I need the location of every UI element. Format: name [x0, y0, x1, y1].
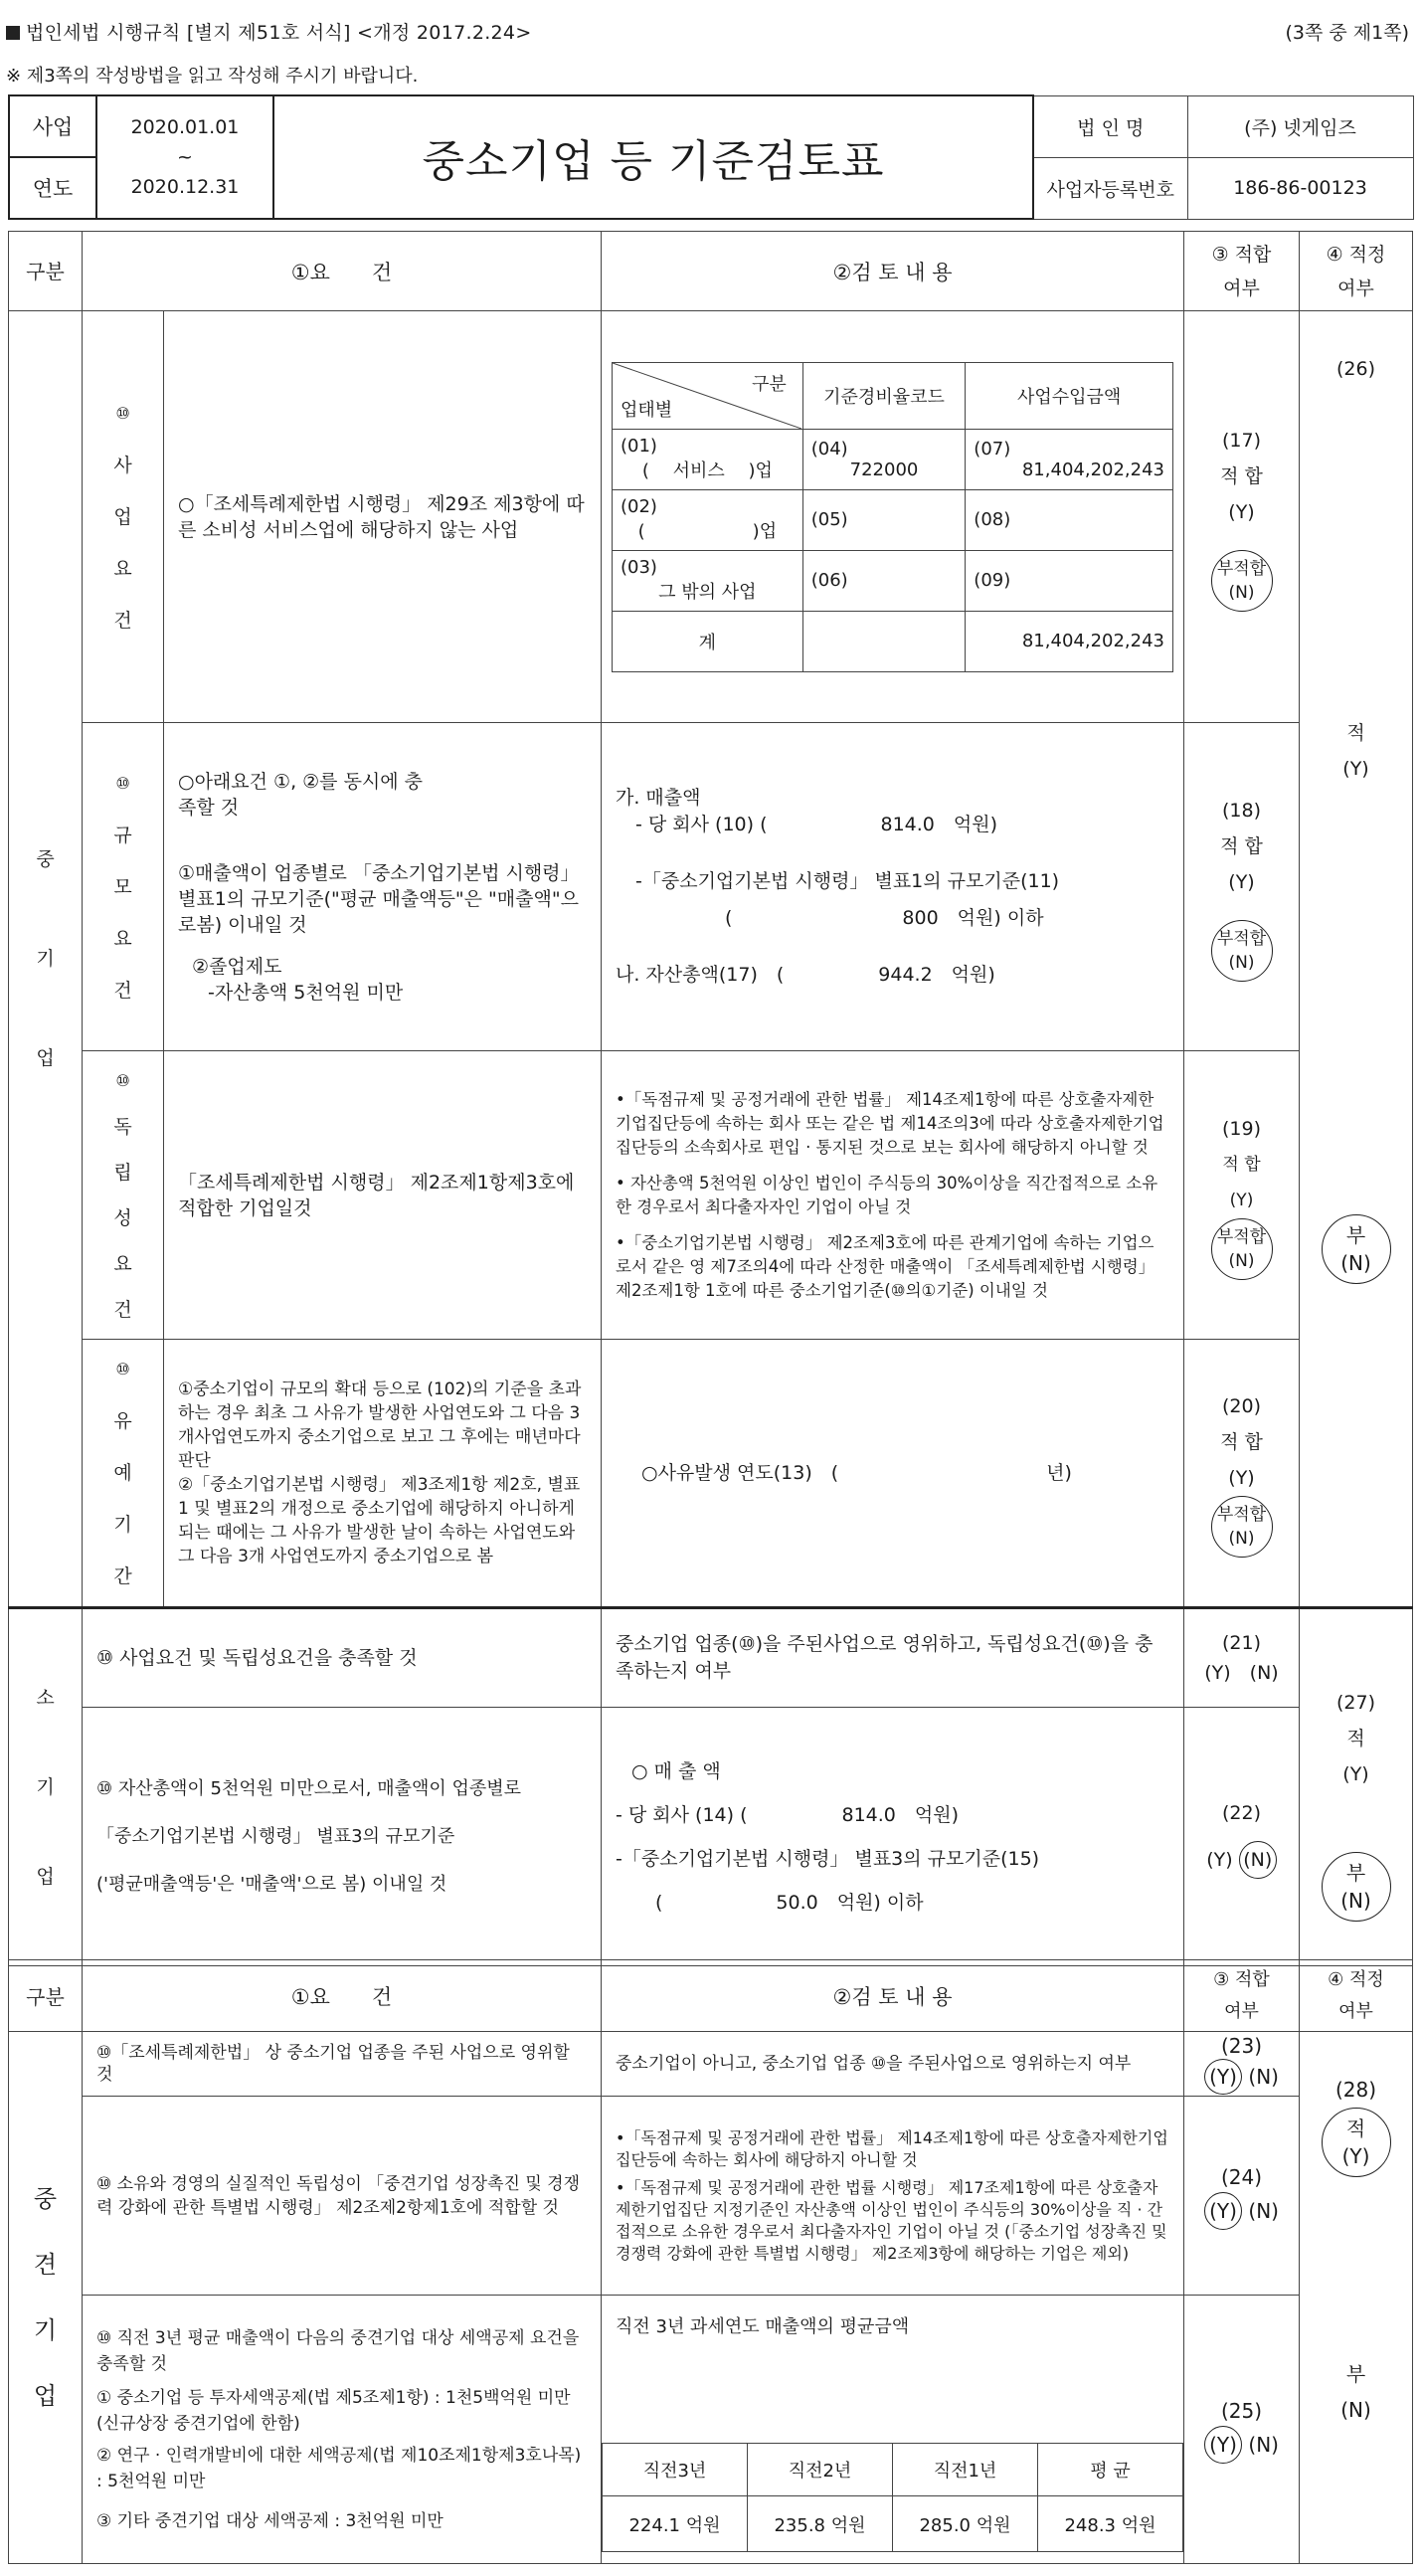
form-reference: 법인세법 시행규칙 [별지 제51호 서식] <개정 2017.2.24> [6, 18, 532, 45]
business-type-table [612, 362, 1173, 672]
fit-no-circle: 부적합 (N) [1211, 920, 1273, 982]
section-small: 소 기 업 [9, 1608, 83, 1966]
item-104-review: ○사유발생 연도(13) ( 년) [602, 1340, 1184, 1608]
col-decision-2: ④ 적정 여부 [1300, 1960, 1413, 2032]
table-row: (03) 그 밖의 사업 (06) (09) [613, 550, 1173, 611]
item-101-fit: (17) 적 합 (Y) 부적합 (N) [1184, 311, 1300, 723]
fit-no-circle: 부적합 (N) [1211, 550, 1273, 612]
col-category-2: 구분 [9, 1960, 83, 2032]
fit-no-circle: 부적합 (N) [1211, 1218, 1273, 1280]
col-review-2: ②검 토 내 용 [602, 1960, 1184, 2032]
item-109-fit: (25) (Y) (N) [1184, 2296, 1300, 2564]
item-102-review: 가. 매출액 - 당 회사 (10) ( 814.0 억원) -「중소기업기본법 시행령」 별표1의 규모기준(11) ( 800 억원) 이하 나. 자산총액(17) ( 944.2 억원) [602, 723, 1184, 1051]
table-row: 직전3년 직전2년 직전1년 평 균 [603, 2444, 1183, 2496]
item-102-label: ⑩ 규 모 요 건 [83, 723, 164, 1051]
diag-header: 구분 업태별 [613, 362, 803, 429]
item-106-fit: (22) (Y) (N) [1184, 1708, 1300, 1966]
corp-name: (주) 넷게임즈 [1187, 95, 1413, 157]
section-sme: 중 기 업 [9, 311, 83, 1608]
item-103-review: •「독점규제 및 공정거래에 관한 법률」 제14조제1항에 따른 상호출자제한기업집단등에 속하는 회사 또는 같은 법 제14조의3에 따라 상호출자제한기업집단등의 소속회사로 편입 · 통지된 것으로 보는 회사에 해당하지 아니할 것 • 자산총액 5천억원 이상인 법인이 주식등의 30%이상을 직간접적으로 소유한 경우로서 최다출자자인 기업이 아닐 것 •「중소기업기본법 시행령」 제2조제3호에 따른 관계기업에 속하는 기업으로서 같은 영 제7조의4에 따라 산정한 매출액이 「조세특례제한법 시행령」 제2조제1항 1호에 따른 중소기업기준(⑩의①기준) 이내일 것 [602, 1051, 1184, 1340]
col-requirement-2: ①요 건 [83, 1960, 602, 2032]
bizno-label: 사업자등록번호 [1033, 157, 1187, 219]
fit-no-circle: 부적합 (N) [1211, 1496, 1273, 1558]
small-decision: (27) 적 (Y) 부 (N) [1300, 1608, 1413, 1966]
item-104-label: ⑩ 유 예 기 간 [83, 1340, 164, 1608]
col-fit: ③ 적합 여부 [1184, 232, 1300, 311]
item-102-requirement: ○아래요건 ①, ②를 동시에 충족할 것 ①매출액이 업종별로 「중소기업기본법 시행령」 별표1의 규모기준("평균 매출액등"은 "매출액"으로봄) 이내일 것 ②졸업제도 -자산총액 5천억원 미만 [164, 723, 602, 1051]
col-category: 구분 [9, 232, 83, 311]
code-header: 기준경비율코드 [802, 362, 966, 429]
table-row: (01) ( 서비스 )업 (04) 722000 (07) 81,404,202,243 [613, 429, 1173, 489]
sme-review-table [8, 231, 1413, 1966]
item-107-requirement: ⑩「조세특례제한법」 상 중소기업 업종을 주된 사업으로 영위할 것 [83, 2032, 602, 2097]
item-106-requirement: ⑩ 자산총액이 5천억원 미만으로서, 매출액이 업종별로 「중소기업기본법 시행령」 별표3의 규모기준 ('평균매출액등'은 '매출액'으로 봄) 이내일 것 [83, 1708, 602, 1966]
decision-no-circle: 부 (N) [1322, 1852, 1391, 1922]
decision-yes-circle: 적 (Y) [1322, 2108, 1391, 2177]
item-103-requirement: 「조세특례제한법 시행령」 제2조제1항제3호에 적합한 기업일것 [164, 1051, 602, 1340]
item-103-fit: (19) 적 합 (Y) 부적합 (N) [1184, 1051, 1300, 1340]
title-box [8, 94, 1414, 220]
col-decision: ④ 적정 여부 [1300, 232, 1413, 311]
midsize-decision: (28) 적 (Y) 부 (N) [1300, 2032, 1413, 2564]
item-108-fit: (24) (Y) (N) [1184, 2097, 1300, 2296]
bizno: 186-86-00123 [1187, 157, 1413, 219]
square-bullet-icon [6, 26, 20, 40]
fit-y-circle: (Y) [1204, 2426, 1242, 2464]
item-103-label: ⑩ 독 립 성 요 건 [83, 1051, 164, 1340]
section-midsize: 중 견 기 업 [9, 2032, 83, 2564]
item-109-review: 직전 3년 과세연도 매출액의 평균금액 직전3년 직전2년 직전1년 평 균 224.1 억원 235.8 억원 285.0 억원 248.3 억원 [602, 2296, 1184, 2564]
fit-y-circle: (Y) [1204, 2192, 1242, 2230]
table-row: (02) ( )업 (05) (08) [613, 489, 1173, 550]
item-104-requirement: ①중소기업이 규모의 확대 등으로 (102)의 기준을 초과하는 경우 최초 그 사유가 발생한 사업연도와 그 다음 3개사업연도까지 중소기업으로 보고 그 후에는 매년마다 판단 ②「중소기업기본법 시행령」 제3조제1항 제2호, 별표1 및 별표2의 개정으로 중소기업에 해당하지 아니하게 되는 때에는 그 사유가 발생한 날이 속하는 사업연도와 그 다음 3개 사업연도까지 중소기업으로 봄 [164, 1340, 602, 1608]
table-row-total: 계 81,404,202,243 [613, 611, 1173, 671]
document-title: 중소기업 등 기준검토표 [273, 95, 1033, 219]
item-105-review: 중소기업 업종(⑩)을 주된사업으로 영위하고, 독립성요건(⑩)을 충족하는지 여부 [602, 1608, 1184, 1708]
col-requirement: ①요 건 [83, 232, 602, 311]
col-fit-2: ③ 적합 여부 [1184, 1960, 1300, 2032]
item-104-fit: (20) 적 합 (Y) 부적합 (N) [1184, 1340, 1300, 1608]
sme-decision: (26) 적 (Y) 부 (N) [1300, 311, 1413, 1608]
item-102-fit: (18) 적 합 (Y) 부적합 (N) [1184, 723, 1300, 1051]
col-review: ②검 토 내 용 [602, 232, 1184, 311]
item-101-label: ⑩ 사 업 요 건 [83, 311, 164, 723]
business-period: 2020.01.01 ~ 2020.12.31 [96, 95, 273, 219]
item-107-review: 중소기업이 아니고, 중소기업 업종 ⑩을 주된사업으로 영위하는지 여부 [602, 2032, 1184, 2097]
year-label: 사업 [9, 95, 96, 157]
year-label-2: 연도 [9, 157, 96, 219]
fit-y-circle: (Y) [1204, 2059, 1242, 2095]
item-106-review: ○ 매 출 액 - 당 회사 (14) ( 814.0 억원) -「중소기업기본법 시행령」 별표3의 규모기준(15) ( 50.0 억원) 이하 [602, 1708, 1184, 1966]
sales-table [602, 2443, 1183, 2552]
item-108-requirement: ⑩ 소유와 경영의 실질적인 독립성이 「중견기업 성장촉진 및 경쟁력 강화에 관한 특별법 시행령」 제2조제2항제1호에 적합할 것 [83, 2097, 602, 2296]
item-109-requirement: ⑩ 직전 3년 평균 매출액이 다음의 중견기업 대상 세액공제 요건을 충족할 것 ① 중소기업 등 투자세액공제(법 제5조제1항) : 1천5백억원 미만(신규상장 중견기업에 한함) ② 연구 · 인력개발비에 대한 세액공제(법 제10조제1항제3호나목) : 5천억원 미만 ③ 기타 중견기업 대상 세액공제 : 3천억원 미만 [83, 2296, 602, 2564]
page-info: (3쪽 중 제1쪽) [1285, 22, 1409, 44]
decision-no-circle: 부 (N) [1322, 1214, 1391, 1284]
instruction-note: ※ 제3쪽의 작성방법을 읽고 작성해 주시기 바랍니다. [6, 66, 419, 87]
item-108-review: •「독점규제 및 공정거래에 관한 법률」 제14조제1항에 따른 상호출자제한기업집단등에 속하는 회사에 해당하지 아니할 것 •「독점규제 및 공정거래에 관한 법률 시행령」 제17조제1항에 따른 상호출자제한기업집단 지정기준인 자산총액 이상인 법인이 주식등의 30%이상을 직 · 간접적으로 소유한 경우로서 최다출자자인 기업이 아닐 것 (「중소기업 성장촉진 및 경쟁력 강화에 관한 특별법 시행령」 제2조제3항에 해당하는 기업은 제외) [602, 2097, 1184, 2296]
midsize-review-table [8, 1959, 1413, 2564]
fit-n-circle: (N) [1239, 1841, 1277, 1879]
table-row: 224.1 억원 235.8 억원 285.0 억원 248.3 억원 [603, 2496, 1183, 2552]
item-101-review [602, 311, 1184, 723]
item-105-requirement: ⑩ 사업요건 및 독립성요건을 충족할 것 [83, 1608, 602, 1708]
corp-name-label: 법 인 명 [1033, 95, 1187, 157]
item-107-fit: (23) (Y) (N) [1184, 2032, 1300, 2097]
diagonal-line [613, 363, 801, 429]
item-101-requirement: ○「조세특례제한법 시행령」 제29조 제3항에 따른 소비성 서비스업에 해당하지 않는 사업 [164, 311, 602, 723]
revenue-header: 사업수입금액 [966, 362, 1173, 429]
item-105-fit: (21) (Y) (N) [1184, 1608, 1300, 1708]
